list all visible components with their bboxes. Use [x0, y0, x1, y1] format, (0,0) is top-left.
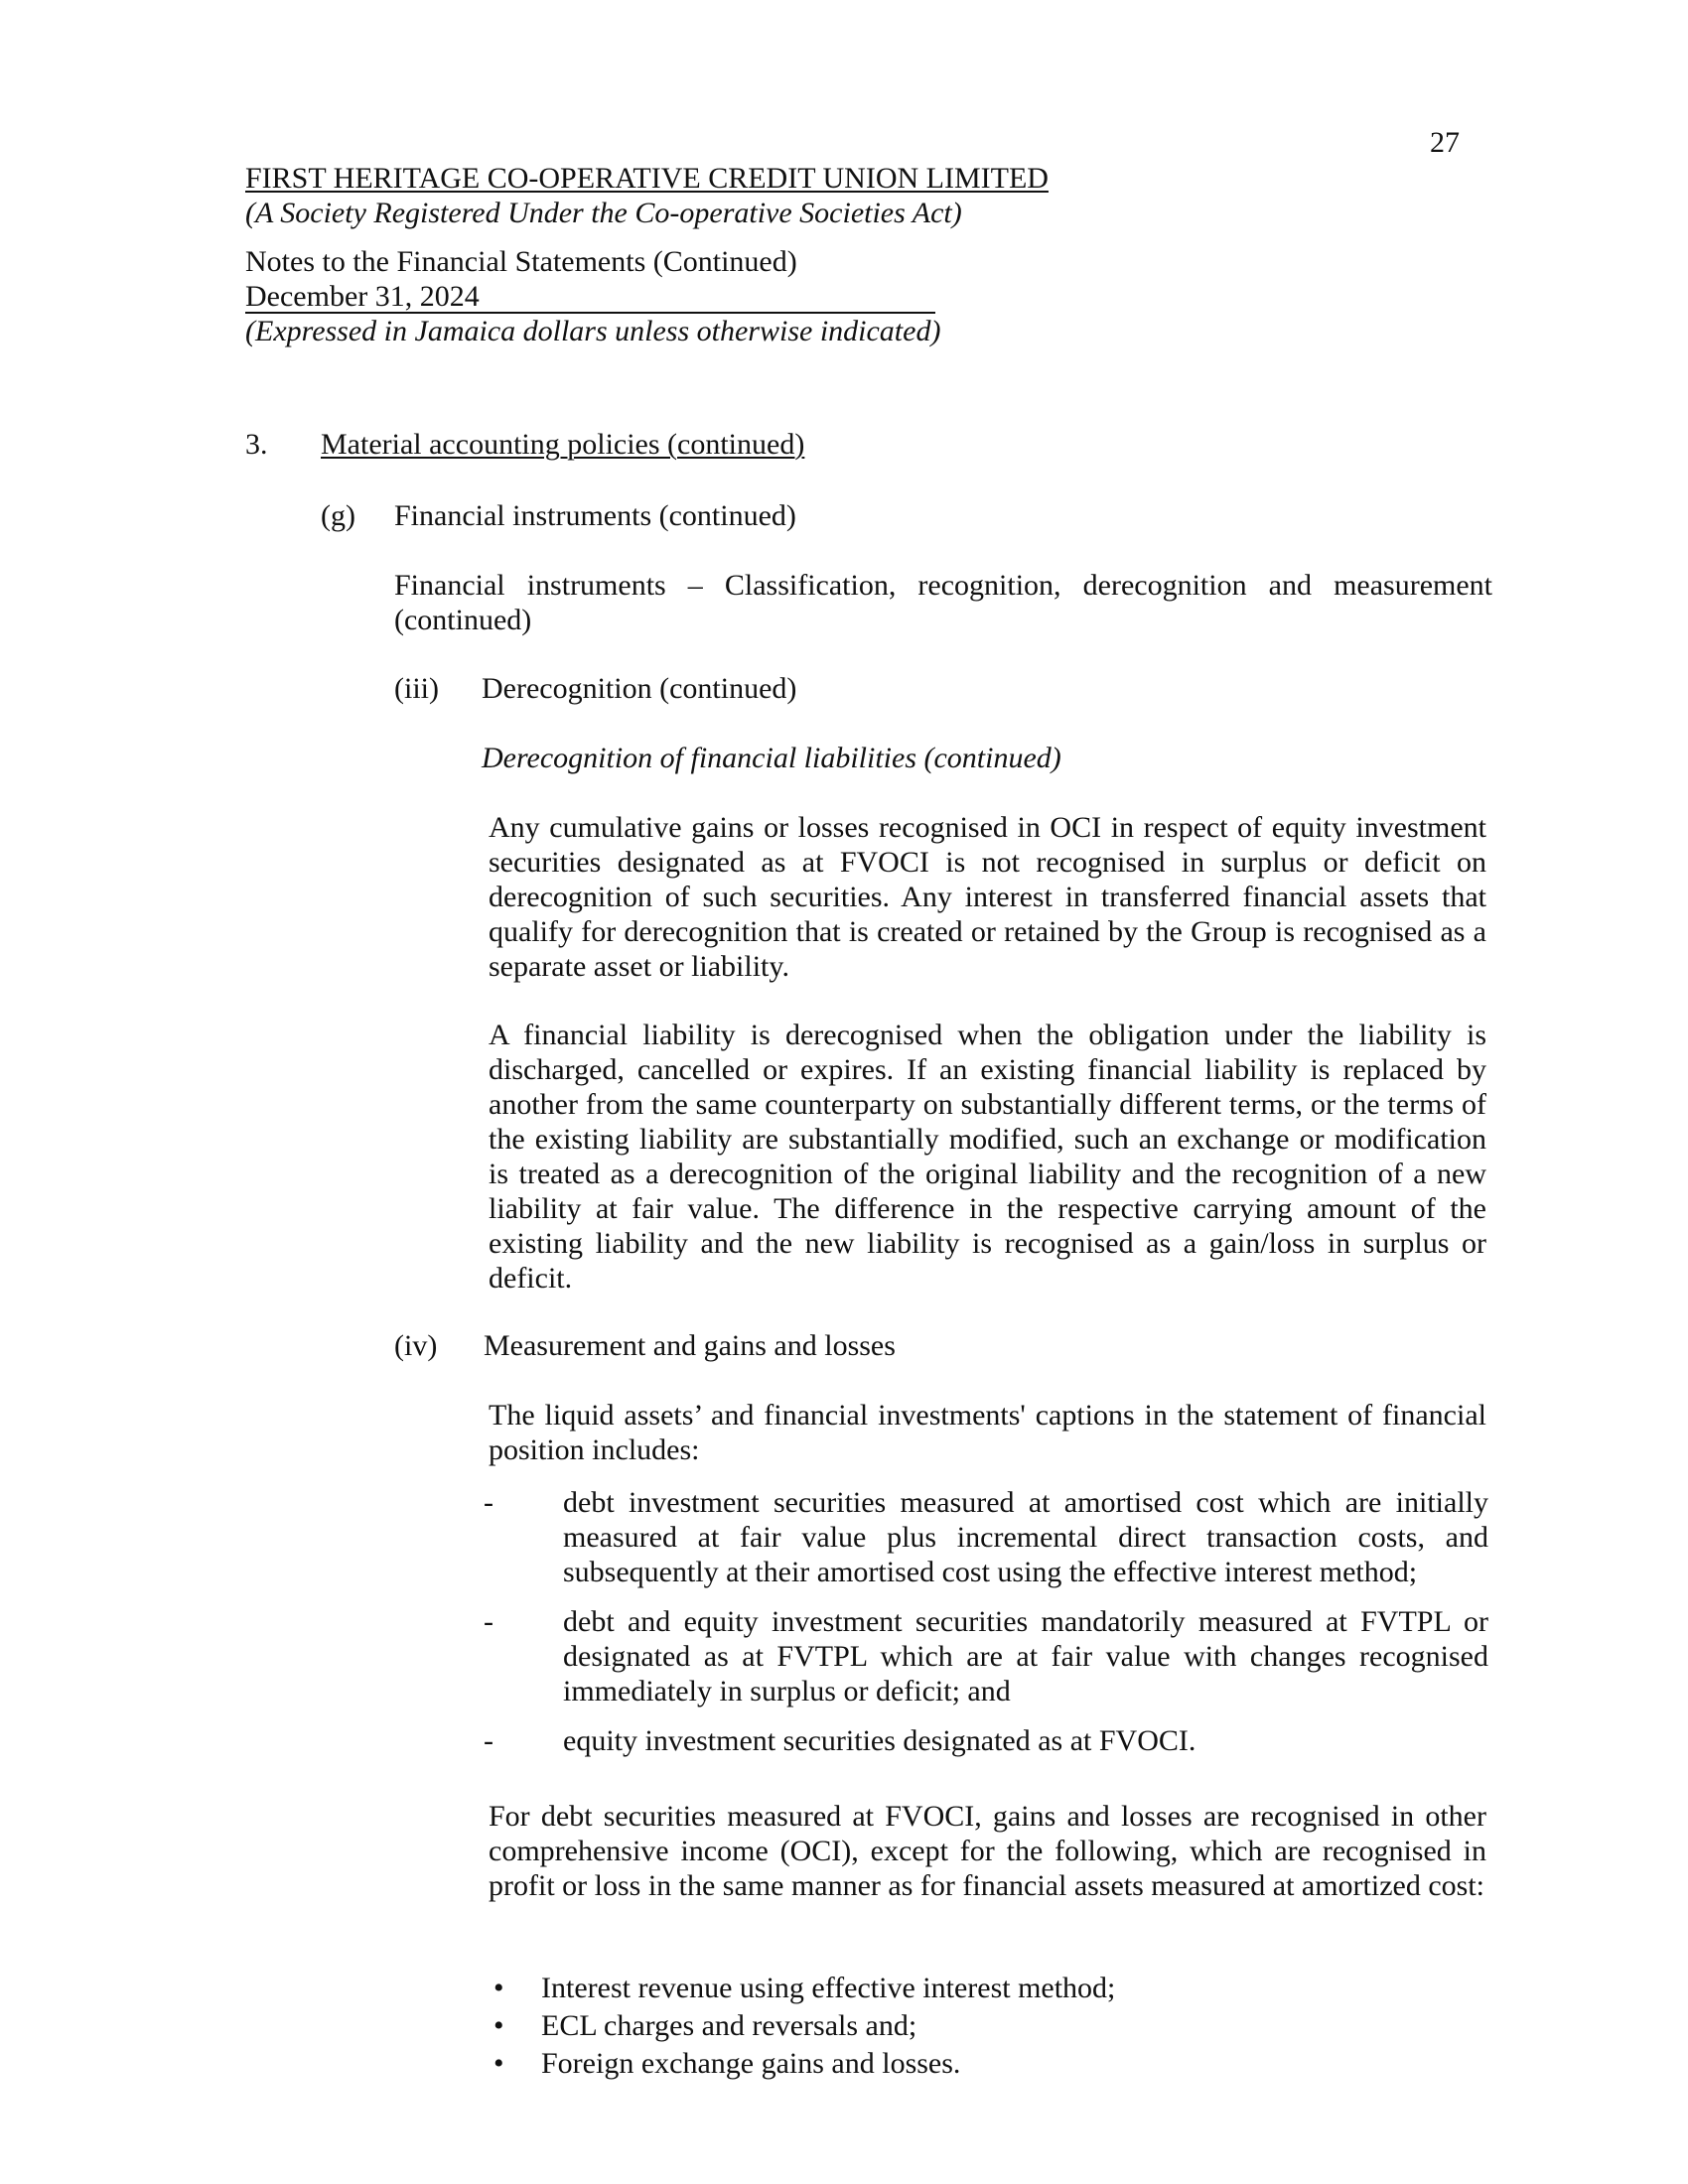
subsection-intro: Financial instruments – Classification, recognition, derecognition and measurement (continued) [394, 569, 1492, 636]
dash-marker: - [484, 1724, 493, 1757]
bullet-list [493, 1970, 1486, 2083]
list-item-text: equity investment securities designated as at FVOCI. [563, 1724, 1196, 1757]
section-number: 3. [245, 428, 268, 461]
list-item [493, 2007, 1486, 2045]
page-number: 27 [1430, 126, 1460, 159]
list-item [493, 2045, 1486, 2083]
item-iv-label: (iv) [394, 1329, 438, 1362]
bullet-marker: • [493, 2009, 504, 2042]
subsection-title: Financial instruments (continued) [394, 499, 796, 532]
paragraph-liability-derecognition: A financial liability is derecognised when the obligation under the liability is discharged, cancelled or expires. If an existing financial liability is replaced by another from the same counterparty on substantially different terms, or the terms of the existing liability are substantially modified, such an exchange or modification is treated as a derecognition of the original liability and the recognition of a new liability at fair value. The difference in the respective carrying amount of the existing liability and the new liability is recognised as a gain/loss in surplus or deficit. [489, 1019, 1486, 1295]
bullet-marker: • [493, 2047, 504, 2080]
list-item-text: Interest revenue using effective interest method; [541, 1972, 1116, 2004]
subsection-label: (g) [321, 499, 355, 532]
organization-name: FIRST HERITAGE CO-OPERATIVE CREDIT UNION LIMITED [245, 162, 1049, 195]
section-title: Material accounting policies (continued) [321, 428, 805, 461]
item-iii-subheading: Derecognition of financial liabilities (continued) [482, 742, 1061, 774]
currency-note: (Expressed in Jamaica dollars unless otherwise indicated) [245, 315, 941, 347]
list-item [484, 1485, 1488, 1589]
list-item [484, 1723, 1488, 1758]
list-item [484, 1604, 1488, 1708]
dash-marker: - [484, 1605, 493, 1638]
list-item-text: debt investment securities measured at amortised cost which are initially measured at fair value plus incremental direct transaction costs, and subsequently at their amortised cost using the effective interest method; [563, 1486, 1488, 1588]
list-item-text: ECL charges and reversals and; [541, 2009, 917, 2042]
item-iii-title: Derecognition (continued) [482, 672, 797, 705]
paragraph-captions-intro: The liquid assets’ and financial investments' captions in the statement of financial position includes: [489, 1399, 1486, 1466]
header-spacer [245, 230, 1238, 244]
notes-title: Notes to the Financial Statements (Continued) [245, 245, 797, 278]
bullet-marker: • [493, 1972, 504, 2004]
item-iv-title: Measurement and gains and losses [484, 1329, 896, 1362]
list-item-text: debt and equity investment securities mandatorily measured at FVTPL or designated as at FVTPL which are at fair value with changes recognised immediately in surplus or deficit; and [563, 1605, 1488, 1707]
registration-note: (A Society Registered Under the Co-operative Societies Act) [245, 197, 962, 229]
statement-date: December 31, 2024 [245, 281, 935, 314]
paragraph-fvoci-debt: For debt securities measured at FVOCI, gains and losses are recognised in other comprehensive income (OCI), except for the following, which are recognised in profit or loss in the same manner as for financial assets measured at amortized cost: [489, 1800, 1486, 1902]
item-iii-label: (iii) [394, 672, 439, 705]
document-header [245, 161, 1238, 348]
list-item [493, 1970, 1486, 2007]
list-item-text: Foreign exchange gains and losses. [541, 2047, 961, 2080]
dash-marker: - [484, 1486, 493, 1519]
dash-list [484, 1485, 1488, 1773]
paragraph-cumulative-gains: Any cumulative gains or losses recognised in OCI in respect of equity investment securities designated as at FVOCI is not recognised in surplus or deficit on derecognition of such securities. Any interest in transferred financial assets that qualify for derecognition that is created or retained by the Group is recognised as a separate asset or liability. [489, 811, 1486, 983]
